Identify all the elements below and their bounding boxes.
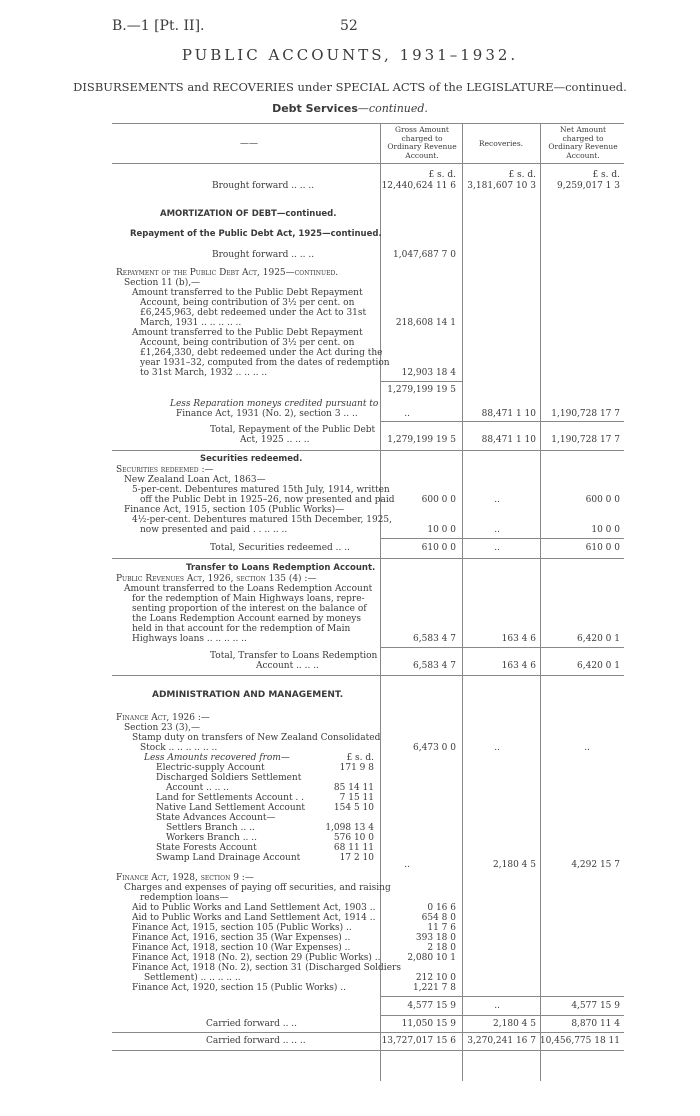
repayment-line: Amount transferred to the Public Debt Repayment bbox=[132, 328, 363, 338]
table-header-rule bbox=[112, 163, 624, 164]
recovered-amount: 171 9 8 bbox=[339, 763, 374, 773]
recovered-amount: 576 10 0 bbox=[333, 833, 374, 843]
finance-1926-line: Finance Act, 1926 :— bbox=[116, 713, 210, 723]
finance-1928-amount: 0 16 6 bbox=[427, 903, 456, 913]
currency-recoveries: £ s. d. bbox=[508, 170, 536, 180]
table-bottom-rule bbox=[112, 1050, 624, 1051]
transfer-total-gross: 6,583 4 7 bbox=[413, 661, 456, 671]
gross-line: Gross Amount bbox=[395, 125, 449, 134]
finance-1928-item: Finance Act, 1915, section 105 (Public Works) .. bbox=[132, 923, 352, 933]
net-line: Net Amount bbox=[559, 125, 607, 134]
section-title bbox=[0, 102, 700, 115]
column-header-recoveries: Recoveries. bbox=[478, 139, 524, 148]
less-net: 1,190,728 17 7 bbox=[551, 409, 620, 419]
finance-1926-rec: 2,180 4 5 bbox=[493, 860, 536, 870]
carried-forward-1-rec: 2,180 4 5 bbox=[493, 1019, 536, 1029]
repayment-line: Section 11 (b),— bbox=[124, 278, 201, 288]
finance-1928-amount: 393 18 0 bbox=[415, 933, 456, 943]
finance-1928-line: Finance Act, 1928, section 9 :— bbox=[116, 873, 254, 883]
total-rule bbox=[380, 996, 624, 997]
total-repayment-line: Total, Repayment of the Public Debt bbox=[210, 425, 376, 435]
section-rule bbox=[112, 675, 624, 676]
page-title: PUBLIC ACCOUNTS, 1931–1932. bbox=[181, 46, 519, 64]
section-rule bbox=[112, 1032, 624, 1033]
column-divider-recoveries bbox=[462, 123, 463, 1081]
transfer-line: Amount transferred to the Loans Redemption Account bbox=[124, 584, 373, 594]
recovered-amount: 85 14 11 bbox=[333, 783, 374, 793]
transfer-line: Highways loans .. .. .. .. .. bbox=[132, 634, 247, 644]
securities-line: Securities redeemed :— bbox=[116, 465, 214, 475]
total-rule bbox=[380, 538, 624, 539]
securities-line: New Zealand Loan Act, 1863— bbox=[124, 475, 266, 485]
finance-1928-total-net: 4,577 15 9 bbox=[571, 1001, 620, 1011]
recovered-amount: 1,098 13 4 bbox=[325, 823, 374, 833]
total-rule bbox=[380, 421, 624, 422]
carried-forward-1-gross: 11,050 15 9 bbox=[401, 1019, 456, 1029]
repayment-line: Account, being contribution of 3½ per cent. on bbox=[140, 338, 355, 348]
page-reference: B.—1 [Pt. II]. bbox=[112, 18, 205, 34]
less-line: Less Reparation moneys credited pursuant to bbox=[170, 399, 379, 409]
repayment-amount-1: 218,608 14 1 bbox=[395, 318, 456, 328]
securities-total-rec: .. bbox=[494, 543, 500, 553]
recovered-item: Workers Branch .. .. bbox=[166, 833, 258, 843]
repayment-line: £6,245,963, debt redeemed under the Act to 31st bbox=[140, 308, 367, 318]
repayment-line: March, 1931 .. .. .. .. .. bbox=[140, 318, 242, 328]
page-number: 52 bbox=[340, 18, 358, 34]
recovered-item: Land for Settlements Account . . bbox=[156, 793, 305, 803]
securities-line: 4½-per-cent. Debentures matured 15th December, 1925, bbox=[132, 515, 392, 525]
finance-1928-amount: 1,221 7 8 bbox=[413, 983, 456, 993]
less-line: Finance Act, 1931 (No. 2), section 3 .. .. bbox=[176, 409, 358, 419]
transfer-net: 6,420 0 1 bbox=[577, 634, 620, 644]
securities-net-1: 600 0 0 bbox=[585, 495, 620, 505]
stamp-duty-net: .. bbox=[584, 743, 590, 753]
total-repayment-recoveries: 88,471 1 10 bbox=[481, 435, 536, 445]
brought-forward-2-gross: 1,047,687 7 0 bbox=[393, 250, 456, 260]
section-rule bbox=[112, 558, 624, 559]
transfer-line: Public Revenues Act, 1926, section 135 (4) :— bbox=[116, 574, 317, 584]
securities-line: now presented and paid . . .. .. .. bbox=[140, 525, 288, 535]
repayment-line: Amount transferred to the Public Debt Repayment bbox=[132, 288, 363, 298]
finance-1928-item: Finance Act, 1918, section 10 (War Expenses) .. bbox=[132, 943, 351, 953]
finance-1928-line: Charges and expenses of paying off securities, and raising bbox=[124, 883, 391, 893]
net-line: charged to bbox=[562, 133, 604, 143]
transfer-line: the Loans Redemption Account earned by moneys bbox=[132, 614, 361, 624]
repayment-line: Account, being contribution of 3½ per cent. on bbox=[140, 298, 355, 308]
carried-forward-2-rec: 3,270,241 16 7 bbox=[467, 1036, 536, 1046]
stamp-duty-rec: .. bbox=[494, 743, 500, 753]
table-top-rule bbox=[112, 123, 624, 124]
transfer-heading: Transfer to Loans Redemption Account. bbox=[186, 563, 376, 573]
securities-gross-1: 600 0 0 bbox=[421, 495, 456, 505]
securities-rec-1: .. bbox=[494, 495, 500, 505]
brought-forward-label: Brought forward .. .. .. bbox=[212, 181, 315, 191]
brought-forward-gross: 12,440,624 11 6 bbox=[381, 181, 456, 191]
finance-1928-item: Aid to Public Works and Land Settlement Act, 1914 .. bbox=[132, 913, 376, 923]
net-line: Account. bbox=[566, 150, 600, 160]
column-divider-net bbox=[540, 123, 541, 1081]
total-repayment-line: Act, 1925 .. .. .. bbox=[240, 435, 310, 445]
transfer-total-line: Account .. .. .. bbox=[256, 661, 319, 671]
finance-1926-gross: .. bbox=[404, 860, 410, 870]
carried-forward-2-net: 10,456,775 18 11 bbox=[539, 1036, 620, 1046]
repayment-heading: Repayment of the Public Debt Act, 1925—continued. bbox=[130, 229, 382, 239]
currency-net: £ s. d. bbox=[592, 170, 620, 180]
securities-net-2: 10 0 0 bbox=[591, 525, 620, 535]
section-title-suffix: —continued. bbox=[357, 102, 428, 115]
carried-forward-1-net: 8,870 11 4 bbox=[571, 1019, 620, 1029]
less-amounts-currency: £ s. d. bbox=[346, 753, 374, 763]
column-header-description: —— bbox=[240, 139, 258, 149]
finance-1928-item: Finance Act, 1920, section 15 (Public Works) .. bbox=[132, 983, 346, 993]
repayment-amount-2: 12,903 18 4 bbox=[401, 368, 456, 378]
finance-1928-amount: 11 7 6 bbox=[427, 923, 456, 933]
carried-forward-2-label: Carried forward .. .. .. bbox=[206, 1036, 306, 1046]
net-line: Ordinary Revenue bbox=[548, 142, 618, 151]
column-header-net bbox=[544, 126, 622, 160]
total-repayment-net: 1,190,728 17 7 bbox=[551, 435, 620, 445]
brought-forward-2-label: Brought forward .. .. .. bbox=[212, 250, 315, 260]
total-rule bbox=[380, 647, 624, 648]
currency-gross: £ s. d. bbox=[428, 170, 456, 180]
securities-total-gross: 610 0 0 bbox=[421, 543, 456, 553]
repayment-act-label: Repayment of the Public Debt Act, 1925—continued. bbox=[116, 268, 339, 278]
repayment-line: year 1931–32, computed from the dates of redemption bbox=[140, 358, 390, 368]
recovered-amount: 68 11 11 bbox=[333, 843, 374, 853]
transfer-line: for the redemption of Main Highways loans, repre- bbox=[132, 594, 365, 604]
subtotal-rule bbox=[380, 381, 462, 382]
securities-total-label: Total, Securities redeemed .. .. bbox=[210, 543, 350, 553]
repayment-line: £1,264,330, debt redeemed under the Act during the bbox=[140, 348, 383, 358]
recovered-amount: 17 2 10 bbox=[339, 853, 374, 863]
transfer-total-rec: 163 4 6 bbox=[501, 661, 536, 671]
finance-1928-item: Finance Act, 1916, section 35 (War Expenses) .. bbox=[132, 933, 351, 943]
gross-line: Ordinary Revenue bbox=[387, 142, 457, 151]
transfer-total-line: Total, Transfer to Loans Redemption bbox=[210, 651, 378, 661]
securities-rec-2: .. bbox=[494, 525, 500, 535]
recovered-item: Account .. .. .. bbox=[166, 783, 229, 793]
section-rule bbox=[112, 450, 624, 451]
transfer-gross: 6,583 4 7 bbox=[413, 634, 456, 644]
finance-1928-item: Settlement) .. .. .. .. .. bbox=[144, 973, 241, 983]
recovered-item: Electric-supply Account bbox=[156, 763, 265, 773]
section-title-text: Debt Services bbox=[272, 102, 358, 115]
finance-1928-amount: 2 18 0 bbox=[427, 943, 456, 953]
finance-1926-line: Stamp duty on transfers of New Zealand Consolidated bbox=[132, 733, 381, 743]
carried-forward-2-gross: 13,727,017 15 6 bbox=[381, 1036, 456, 1046]
total-repayment-gross: 1,279,199 19 5 bbox=[387, 435, 456, 445]
transfer-total-net: 6,420 0 1 bbox=[577, 661, 620, 671]
recovered-item: Swamp Land Drainage Account bbox=[156, 853, 301, 863]
less-gross: .. bbox=[404, 409, 410, 419]
finance-1928-item: Aid to Public Works and Land Settlement Act, 1903 .. bbox=[132, 903, 376, 913]
recovered-item: State Advances Account— bbox=[156, 813, 276, 823]
finance-1928-total-gross: 4,577 15 9 bbox=[407, 1001, 456, 1011]
securities-total-net: 610 0 0 bbox=[585, 543, 620, 553]
recovered-item: Native Land Settlement Account bbox=[156, 803, 306, 813]
repayment-line: to 31st March, 1932 .. .. .. .. bbox=[140, 368, 268, 378]
securities-line: 5-per-cent. Debentures matured 15th July, 1914, written bbox=[132, 485, 390, 495]
finance-1928-item: Finance Act, 1918 (No. 2), section 29 (Public Works) .. bbox=[132, 953, 381, 963]
finance-1926-line: Section 23 (3),— bbox=[124, 723, 201, 733]
less-amounts-label: Less Amounts recovered from— bbox=[144, 753, 290, 763]
administration-heading: ADMINISTRATION AND MANAGEMENT. bbox=[152, 690, 344, 700]
carried-forward-1-label: Carried forward .. .. bbox=[206, 1019, 298, 1029]
recovered-item: State Forests Account bbox=[156, 843, 257, 853]
transfer-line: senting proportion of the interest on the balance of bbox=[132, 604, 367, 614]
brought-forward-recoveries: 3,181,607 10 3 bbox=[467, 181, 536, 191]
recovered-amount: 154 5 10 bbox=[333, 803, 374, 813]
securities-line: off the Public Debt in 1925–26, now presented and paid bbox=[140, 495, 395, 505]
finance-1928-line: redemption loans— bbox=[140, 893, 229, 903]
less-recoveries: 88,471 1 10 bbox=[481, 409, 536, 419]
stamp-duty-gross: 6,473 0 0 bbox=[413, 743, 456, 753]
page-subtitle: DISBURSEMENTS and RECOVERIES under SPECIAL ACTS of the LEGISLATURE—continued. bbox=[73, 80, 627, 94]
gross-line: Account. bbox=[405, 150, 439, 160]
recovered-item: Settlers Branch .. .. bbox=[166, 823, 255, 833]
securities-gross-2: 10 0 0 bbox=[427, 525, 456, 535]
column-header-gross bbox=[384, 126, 460, 160]
finance-1928-amount: 654 8 0 bbox=[421, 913, 456, 923]
repayment-subtotal: 1,279,199 19 5 bbox=[387, 385, 456, 395]
finance-1928-item: Finance Act, 1918 (No. 2), section 31 (Discharged Soldiers bbox=[132, 963, 401, 973]
finance-1928-total-rec: .. bbox=[494, 1001, 500, 1011]
recovered-item: Discharged Soldiers Settlement bbox=[156, 773, 302, 783]
transfer-line: held in that account for the redemption of Main bbox=[132, 624, 351, 634]
amortization-heading: AMORTIZATION OF DEBT—continued. bbox=[160, 209, 337, 219]
recovered-amount: 7 15 11 bbox=[339, 793, 374, 803]
finance-1928-amount: 212 10 0 bbox=[415, 973, 456, 983]
transfer-rec: 163 4 6 bbox=[501, 634, 536, 644]
brought-forward-net: 9,259,017 1 3 bbox=[557, 181, 620, 191]
finance-1926-net: 4,292 15 7 bbox=[571, 860, 620, 870]
finance-1928-amount: 2,080 10 1 bbox=[407, 953, 456, 963]
securities-heading: Securities redeemed. bbox=[200, 454, 303, 464]
total-rule bbox=[380, 1015, 624, 1016]
column-divider-gross bbox=[380, 123, 381, 1081]
securities-line: Finance Act, 1915, section 105 (Public Works)— bbox=[124, 505, 345, 515]
gross-line: charged to bbox=[401, 133, 443, 143]
finance-1926-line: Stock .. .. .. .. .. .. bbox=[140, 743, 218, 753]
